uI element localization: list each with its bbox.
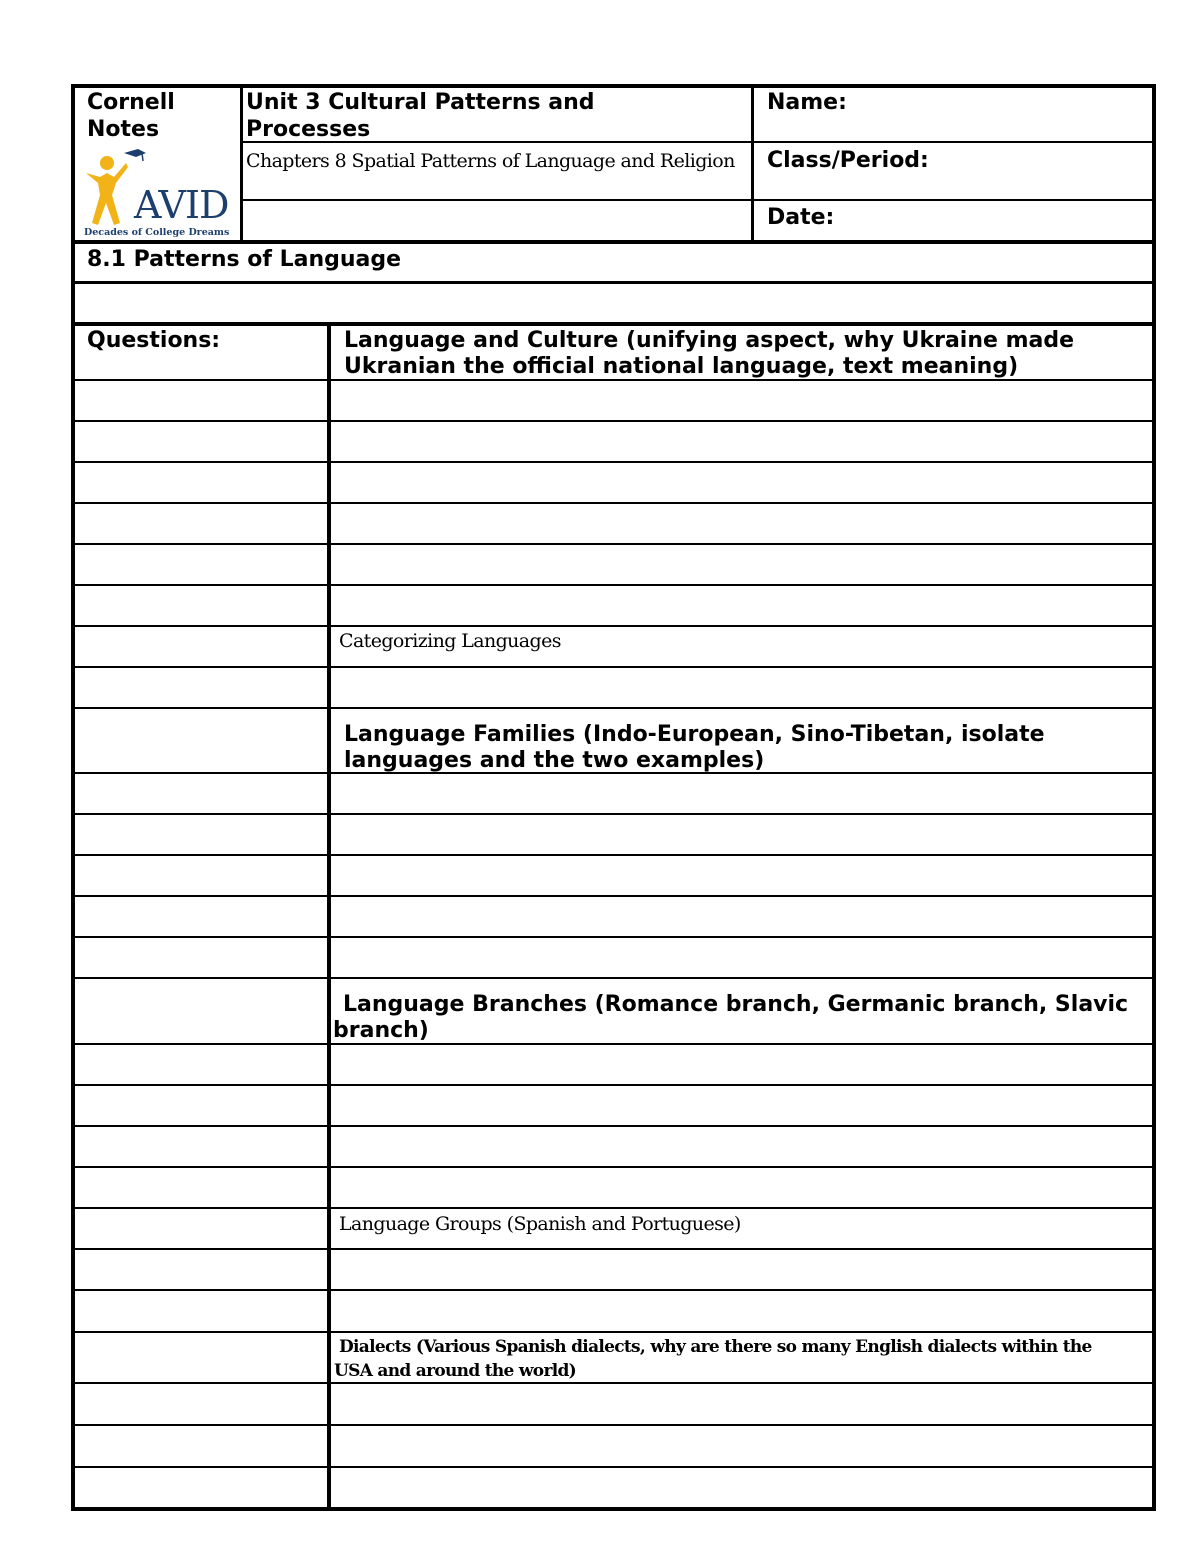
row-line bbox=[75, 1331, 1152, 1333]
header-divider-1 bbox=[240, 84, 243, 243]
avid-logo-tagline: Decades of College Dreams bbox=[84, 227, 230, 238]
row-line bbox=[75, 1289, 1152, 1291]
avid-logo-text: AVID bbox=[134, 183, 229, 227]
outer-border-top bbox=[71, 84, 1156, 88]
name-label: Name: bbox=[767, 90, 847, 115]
chapter-title: Chapters 8 Spatial Patterns of Language and Religion bbox=[246, 150, 735, 172]
row-line bbox=[75, 1207, 1152, 1209]
row-line bbox=[75, 543, 1152, 545]
row-line bbox=[75, 977, 1152, 979]
section-title-line bbox=[71, 281, 1156, 284]
date-label: Date: bbox=[767, 205, 835, 230]
row-line bbox=[75, 666, 1152, 668]
row-line bbox=[75, 584, 1152, 586]
topic-language-branches: Language Branches (Romance branch, Germanic branch, Slavic branch) bbox=[333, 992, 1129, 1043]
topic-language-culture: Language and Culture (unifying aspect, why Ukraine made Ukranian the official national language, text meaning) bbox=[344, 328, 1075, 379]
row-line bbox=[75, 1084, 1152, 1086]
topic-language-families: Language Families (Indo-European, Sino-Tibetan, isolate languages and the two examples) bbox=[344, 722, 1045, 773]
header-row-line-2 bbox=[240, 199, 1154, 201]
section-title: 8.1 Patterns of Language bbox=[87, 247, 402, 272]
row-line bbox=[75, 936, 1152, 938]
cornell-notes-title: Cornell Notes bbox=[87, 90, 175, 142]
row-line bbox=[75, 420, 1152, 422]
avid-logo bbox=[80, 143, 236, 241]
row-line bbox=[75, 461, 1152, 463]
topic-language-groups: Language Groups (Spanish and Portuguese) bbox=[339, 1213, 741, 1235]
row-line bbox=[75, 625, 1152, 627]
outer-border-right bbox=[1152, 84, 1156, 1511]
row-line bbox=[75, 502, 1152, 504]
unit-title: Unit 3 Cultural Patterns and Processes bbox=[246, 90, 595, 142]
outer-border-left bbox=[71, 84, 75, 1511]
row-line bbox=[75, 1424, 1152, 1426]
class-period-label: Class/Period: bbox=[767, 148, 929, 173]
row-line bbox=[75, 1466, 1152, 1468]
row-line bbox=[75, 1248, 1152, 1250]
header-divider-2 bbox=[751, 84, 754, 243]
questions-label: Questions: bbox=[87, 328, 221, 353]
row-line bbox=[75, 813, 1152, 815]
row-line bbox=[75, 1125, 1152, 1127]
row-line bbox=[75, 895, 1152, 897]
outer-border-bottom bbox=[71, 1507, 1156, 1511]
topic-categorizing: Categorizing Languages bbox=[339, 630, 561, 652]
row-line bbox=[75, 1166, 1152, 1168]
row-line bbox=[75, 707, 1152, 709]
notes-top-line bbox=[71, 322, 1156, 326]
row-line bbox=[75, 854, 1152, 856]
topic-dialects: Dialects (Various Spanish dialects, why are there so many English dialects within the USA and around the world) bbox=[334, 1337, 1092, 1381]
